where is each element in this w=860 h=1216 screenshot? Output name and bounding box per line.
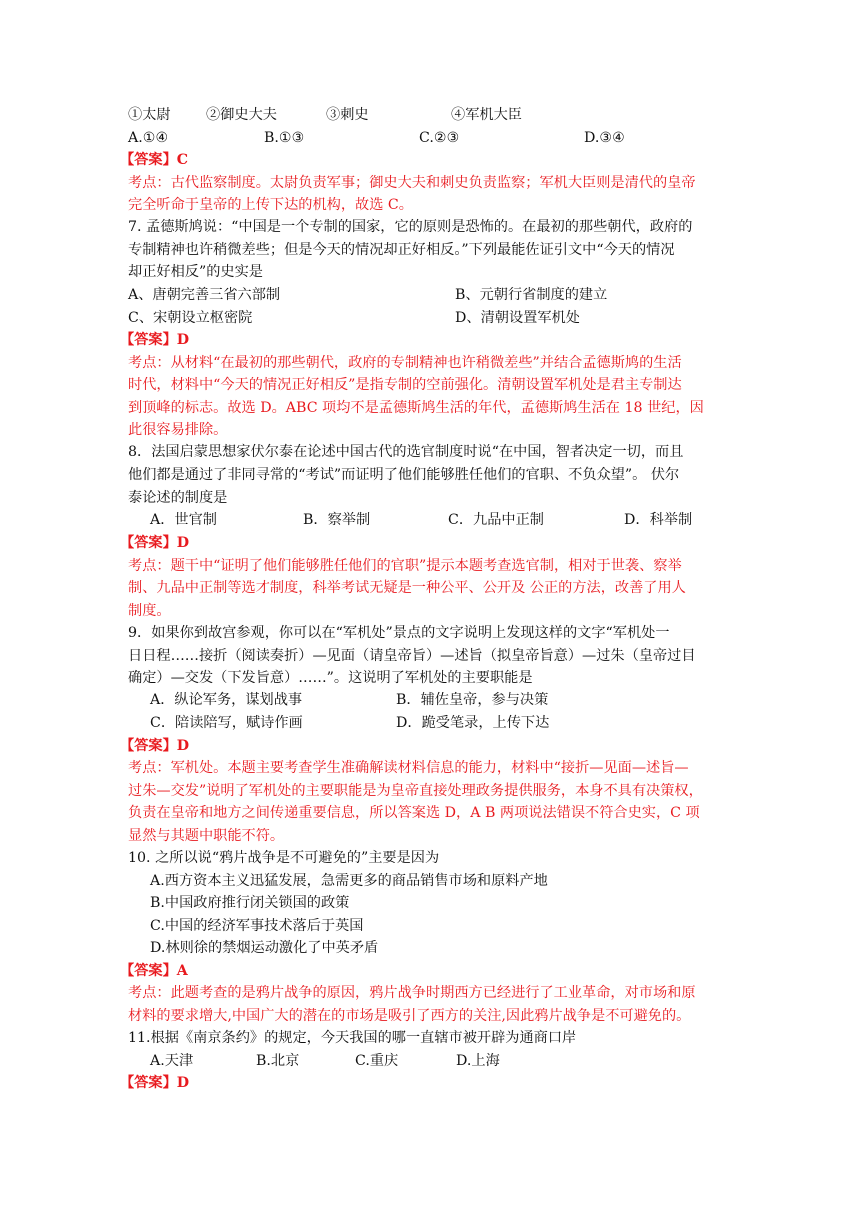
q8-option-c: C．九品中正制 bbox=[448, 512, 544, 528]
q10-answer: 【答案】A bbox=[120, 963, 188, 979]
q7-stem-line: 专制精神也许稍微差些；但是今天的情况却正好相反。”下列最能佐证引文中“今天的情况 bbox=[128, 242, 675, 258]
q6-answer: 【答案】C bbox=[120, 152, 189, 168]
q7-explain-line: 此很容易排除。 bbox=[128, 422, 228, 438]
q10-stem-line: 10. 之所以说“鸦片战争是不可避免的”主要是因为 bbox=[128, 850, 440, 866]
q7-answer: 【答案】D bbox=[120, 332, 190, 348]
q11-option-a: A.天津 bbox=[150, 1053, 194, 1069]
q11-option-c: C.重庆 bbox=[355, 1053, 399, 1069]
q10-option-b: B.中国政府推行闭关锁国的政策 bbox=[150, 895, 350, 911]
q9-option-a: A．纵论军务，谋划战事 bbox=[150, 692, 303, 708]
q6-item-2: ②御史大夫 bbox=[206, 107, 277, 123]
q6-explain-line: 完全听命于皇帝的上传下达的机构，故选 C。 bbox=[128, 197, 413, 213]
q7-stem-line: 7. 孟德斯鸠说：“中国是一个专制的国家，它的原则是恐怖的。在最初的那些朝代，政府的 bbox=[128, 219, 693, 235]
q9-option-d: D．跪受笔录，上传下达 bbox=[396, 715, 550, 731]
q8-answer: 【答案】D bbox=[120, 535, 190, 551]
q8-explain-line: 考点：题干中“证明了他们能够胜任他们的官职”提示本题考查选官制，相对于世袭、察举 bbox=[128, 558, 682, 574]
q7-option-b: B、元朝行省制度的建立 bbox=[455, 287, 608, 303]
q8-stem-line: 他们都是通过了非同寻常的“考试”而证明了他们能够胜任他们的官职、不负众望”。 伏尔 bbox=[128, 467, 680, 483]
q9-explain-line: 显然与其题中职能不符。 bbox=[128, 828, 285, 844]
q10-explain-line: 材料的要求增大,中国广大的潜在的市场是吸引了西方的关注,因此鸦片战争是不可避免的。 bbox=[128, 1008, 691, 1024]
q7-explain-line: 时代，材料中“今天的情况正好相反”是指专制的空前强化。清朝设置军机处是君主专制达 bbox=[128, 377, 682, 393]
q6-option-b: B.①③ bbox=[264, 130, 305, 146]
q9-stem-line: 9．如果你到故宫参观，你可以在“军机处”景点的文字说明上发现这样的文字“军机处一 bbox=[128, 625, 670, 641]
q10-explain-line: 考点：此题考查的是鸦片战争的原因，鸦片战争时期西方已经进行了工业革命，对市场和原 bbox=[128, 985, 696, 1001]
q8-option-d: D．科举制 bbox=[624, 512, 693, 528]
q8-option-b: B．察举制 bbox=[303, 512, 371, 528]
q8-explain-line: 制、九品中正制等选才制度，科举考试无疑是一种公平、公开及 公正的方法，改善了用人 bbox=[128, 580, 686, 596]
q11-stem-line: 11.根据《南京条约》的规定，今天我国的哪一直辖市被开辟为通商口岸 bbox=[128, 1030, 577, 1046]
q11-option-b: B.北京 bbox=[256, 1053, 300, 1069]
q9-answer: 【答案】D bbox=[120, 738, 190, 754]
q9-option-c: C．陪读陪写，赋诗作画 bbox=[150, 715, 303, 731]
q8-explain-line: 制度。 bbox=[128, 603, 171, 619]
q7-option-c: C、宋朝设立枢密院 bbox=[128, 310, 253, 326]
q9-explain-line: 负责在皇帝和地方之间传递重要信息，所以答案选 D，A B 两项说法错误不符合史实，C 项 bbox=[128, 805, 700, 821]
q6-item-1: ①太尉 bbox=[128, 107, 171, 123]
q6-item-4: ④军机大臣 bbox=[451, 107, 522, 123]
q6-explain-line: 考点：古代监察制度。太尉负责军事；御史大夫和刺史负责监察；军机大臣则是清代的皇帝 bbox=[128, 175, 696, 191]
q11-option-d: D.上海 bbox=[456, 1053, 500, 1069]
q9-stem-line: 日日程……接折（阅读奏折）—见面（请皇帝旨）—述旨（拟皇帝旨意）—过朱（皇帝过目 bbox=[128, 648, 696, 664]
q7-option-d: D、清朝设置军机处 bbox=[455, 310, 580, 326]
q9-explain-line: 考点：军机处。本题主要考查学生准确解读材料信息的能力，材料中“接折—见面—述旨— bbox=[128, 760, 689, 776]
q11-answer: 【答案】D bbox=[120, 1075, 190, 1091]
q6-option-c: C.②③ bbox=[419, 130, 460, 146]
q10-option-d: D.林则徐的禁烟运动激化了中英矛盾 bbox=[150, 940, 379, 956]
q7-stem-line: 却正好相反”的史实是 bbox=[128, 264, 263, 280]
q9-explain-line: 过朱—交发”说明了军机处的主要职能是为皇帝直接处理政务提供服务，本身不具有决策权， bbox=[128, 783, 703, 799]
q6-item-3: ③刺史 bbox=[326, 107, 369, 123]
q9-option-b: B．辅佐皇帝，参与决策 bbox=[396, 692, 549, 708]
q7-explain-line: 考点：从材料“在最初的那些朝代，政府的专制精神也许稍微差些”并结合孟德斯鸠的生活 bbox=[128, 355, 682, 371]
q8-stem-line: 泰论述的制度是 bbox=[128, 490, 228, 506]
q6-option-a: A.①④ bbox=[128, 130, 169, 146]
q7-explain-line: 到顶峰的标志。故选 D。ABC 项均不是孟德斯鸠生活的年代，孟德斯鸠生活在 18 世纪，因 bbox=[128, 400, 704, 416]
q8-option-a: A．世官制 bbox=[150, 512, 217, 528]
q6-option-d: D.③④ bbox=[584, 130, 625, 146]
q9-stem-line: 确定）—交发（下发旨意）……”。这说明了军机处的主要职能是 bbox=[128, 670, 533, 686]
q10-option-a: A.西方资本主义迅猛发展，急需更多的商品销售市场和原料产地 bbox=[150, 873, 548, 889]
q10-option-c: C.中国的经济军事技术落后于英国 bbox=[150, 918, 364, 934]
q7-option-a: A、唐朝完善三省六部制 bbox=[128, 287, 281, 303]
q8-stem-line: 8．法国启蒙思想家伏尔泰在论述中国古代的选官制度时说“在中国，智者决定一切，而且 bbox=[128, 444, 684, 460]
